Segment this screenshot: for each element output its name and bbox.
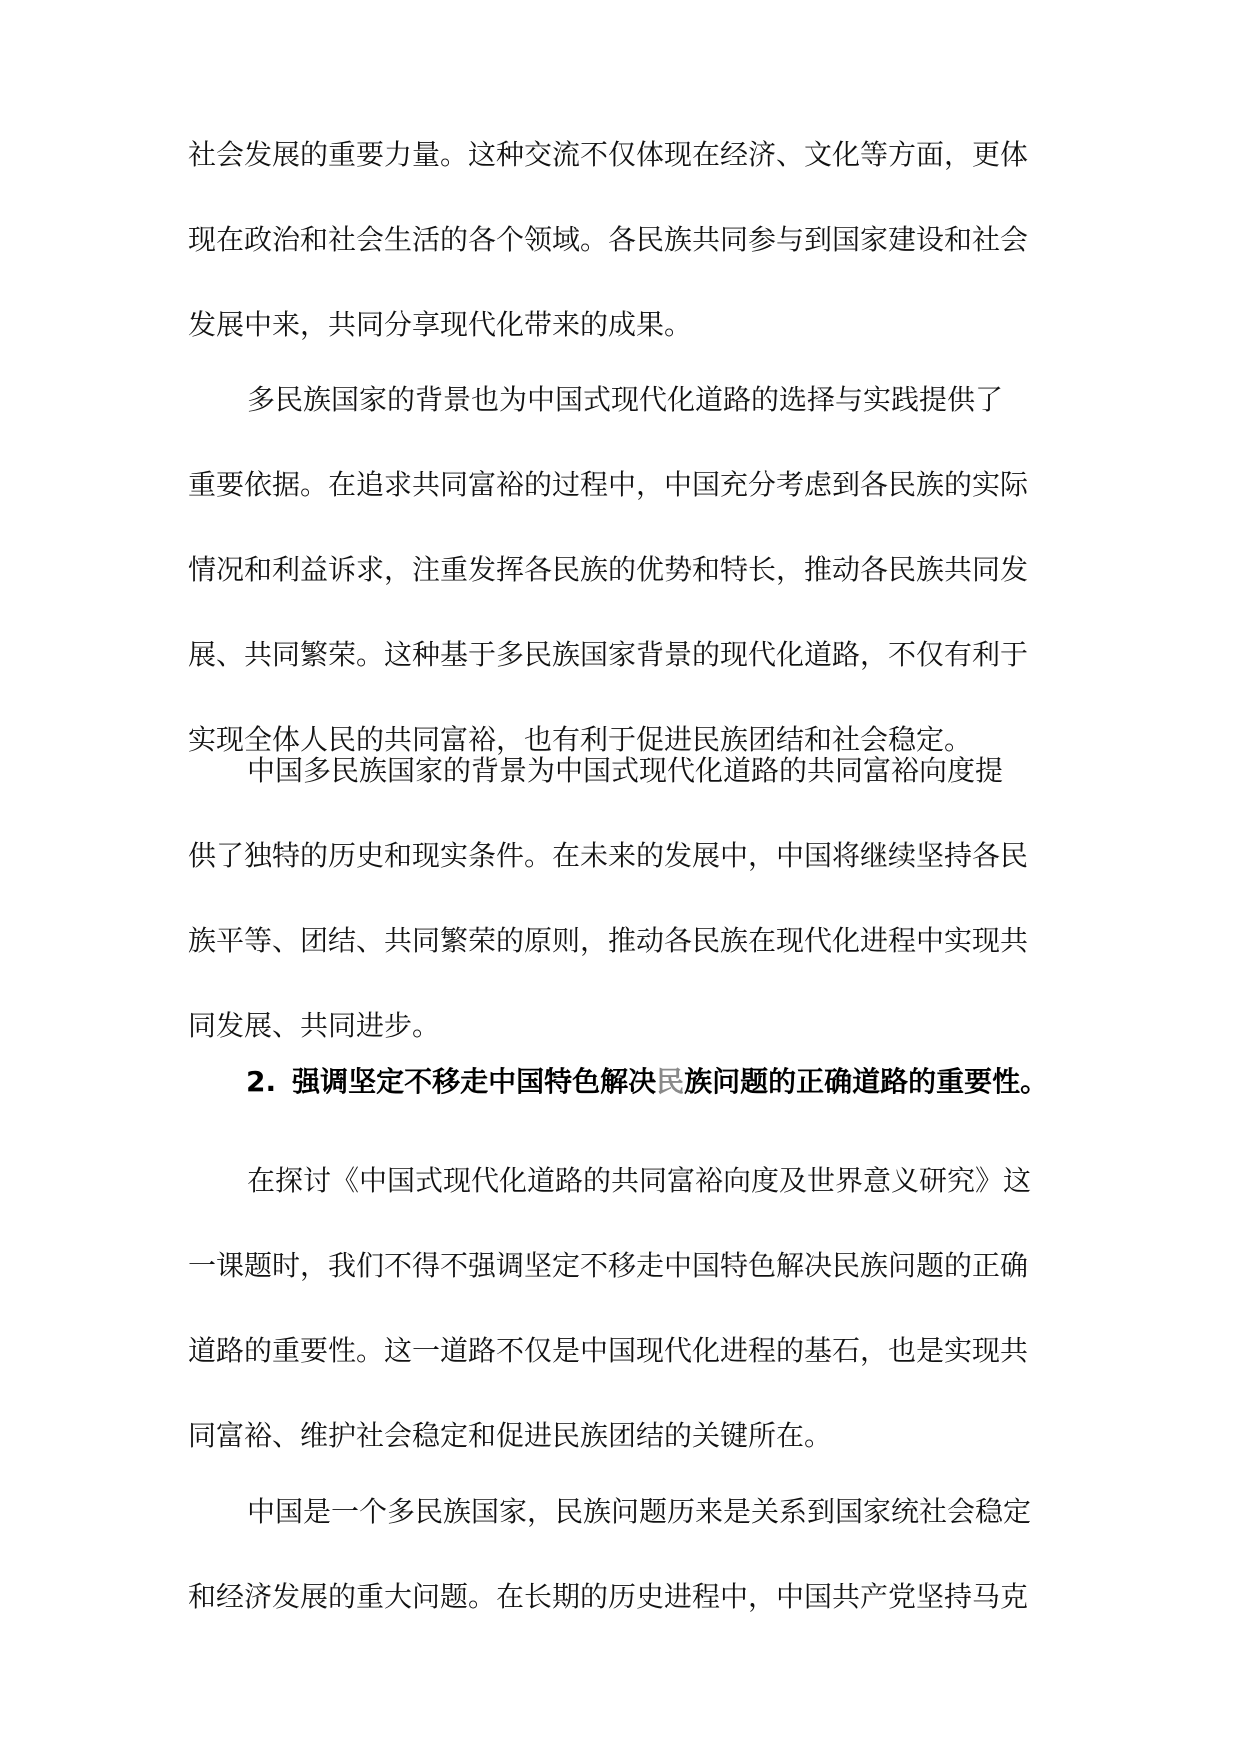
paragraph-1 xyxy=(188,112,1058,367)
paragraph-line: 同富裕、维护社会稳定和促进民族团结的关键所在。 xyxy=(188,1419,833,1452)
paragraph-line: 同发展、共同进步。 xyxy=(188,1009,441,1042)
paragraph-line: 重要依据。在追求共同富裕的过程中，中国充分考虑到各民族的实际 xyxy=(188,468,1029,501)
paragraph-line: 展、共同繁荣。这种基于多民族国家背景的现代化道路，不仅有利于 xyxy=(188,638,1029,671)
paragraph-line: 社会发展的重要力量。这种交流不仅体现在经济、文化等方面，更体 xyxy=(188,138,1029,171)
paragraph-2 xyxy=(188,357,1058,782)
paragraph-line: 一课题时，我们不得不强调坚定不移走中国特色解决民族问题的正确 xyxy=(188,1249,1029,1282)
paragraph-5 xyxy=(188,1469,1058,1639)
paragraph-line: 多民族国家的背景也为中国式现代化道路的选择与实践提供了 xyxy=(247,383,1004,416)
paragraph-line: 现在政治和社会生活的各个领域。各民族共同参与到国家建设和社会 xyxy=(188,223,1029,256)
heading-text-gray: 民 xyxy=(656,1065,685,1098)
paragraph-line: 中国是一个多民族国家，民族问题历来是关系到国家统社会稳定 xyxy=(247,1495,1032,1528)
paragraph-line: 和经济发展的重大问题。在长期的历史进程中，中国共产党坚持马克 xyxy=(188,1580,1029,1613)
section-heading xyxy=(246,1047,1048,1117)
heading-text-part: 族问题的正确道路的重要性。 xyxy=(684,1065,1049,1098)
paragraph-line: 道路的重要性。这一道路不仅是中国现代化进程的基石，也是实现共 xyxy=(188,1334,1029,1367)
paragraph-line: 中国多民族国家的背景为中国式现代化道路的共同富裕向度提 xyxy=(247,754,1004,787)
paragraph-4 xyxy=(188,1138,1058,1478)
paragraph-3 xyxy=(188,728,1058,1068)
paragraph-line: 在探讨《中国式现代化道路的共同富裕向度及世界意义研究》这 xyxy=(247,1164,1032,1197)
paragraph-line: 供了独特的历史和现实条件。在未来的发展中，中国将继续坚持各民 xyxy=(188,839,1029,872)
paragraph-line: 族平等、团结、共同繁荣的原则，推动各民族在现代化进程中实现共 xyxy=(188,924,1029,957)
heading-text-part: 强调坚定不移走中国特色解决 xyxy=(292,1065,657,1098)
paragraph-line: 发展中来，共同分享现代化带来的成果。 xyxy=(188,308,693,341)
paragraph-line: 实现全体人民的共同富裕，也有利于促进民族团结和社会稳定。 xyxy=(188,723,973,756)
section-number: 2. xyxy=(246,1065,277,1098)
paragraph-line: 情况和利益诉求，注重发挥各民族的优势和特长，推动各民族共同发 xyxy=(188,553,1029,586)
